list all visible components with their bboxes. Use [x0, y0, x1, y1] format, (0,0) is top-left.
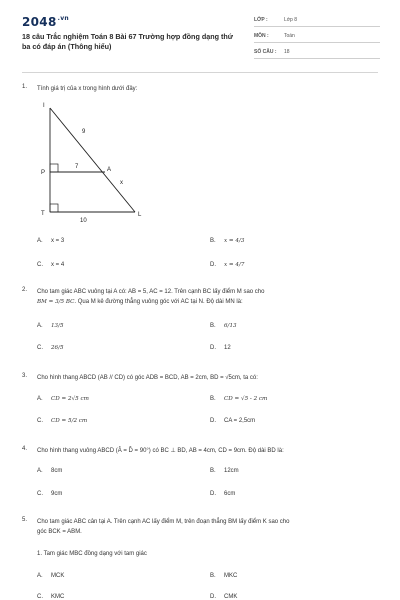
- option-1c[interactable]: C. x = 4: [37, 262, 65, 268]
- option-4a[interactable]: A. 8cm: [37, 468, 63, 474]
- option-2d[interactable]: D. 12: [210, 345, 231, 351]
- point-i-label: I: [43, 103, 45, 109]
- question-number: 3.: [22, 373, 28, 379]
- option-1d[interactable]: D. x = 4/7: [210, 262, 245, 268]
- option-4c[interactable]: C. 9cm: [37, 491, 63, 497]
- question-4: [22, 446, 382, 456]
- site-logo[interactable]: [22, 15, 69, 29]
- option-3d[interactable]: D. CA = 2,5cm: [210, 418, 256, 424]
- meta-subject-label: MÔN :: [254, 33, 269, 39]
- x-label: x: [120, 180, 123, 186]
- question-text: Cho hình thang ABCD (AB // CD) có góc ADB = BCD, AB = 2cm, BD = √5cm, ta có:: [37, 375, 258, 381]
- question-5: [22, 517, 382, 539]
- length-pa-label: 7: [75, 164, 79, 170]
- length-ia-label: 9: [82, 129, 86, 135]
- option-4b[interactable]: B. 12cm: [210, 468, 239, 474]
- option-5c[interactable]: C. KMC: [37, 594, 65, 600]
- document-title: 18 câu Trắc nghiệm Toán 8 Bài 67 Trường hợp đồng dạng thứ ba có đáp án (Thông hiểu): [22, 32, 233, 51]
- header-divider: [22, 72, 378, 73]
- option-1a[interactable]: A. x = 3: [37, 238, 65, 244]
- option-2a[interactable]: A. 13/5: [37, 323, 64, 329]
- meta-count-label: SỐ CÂU :: [254, 49, 277, 55]
- logo-text: 2048: [22, 15, 57, 29]
- point-a-label: A: [107, 167, 112, 173]
- logo-suffix: .vn: [57, 15, 69, 22]
- option-3c[interactable]: C. CD = 5/2 cm: [37, 418, 88, 424]
- option-5b[interactable]: B. MKC: [210, 573, 238, 579]
- question-text: Tính giá trị của x trong hình dưới đây:: [37, 86, 138, 92]
- point-t-label: T: [41, 211, 45, 217]
- meta-count: [254, 46, 380, 59]
- option-4d[interactable]: D. 6cm: [210, 491, 236, 497]
- triangle-diagram: [30, 100, 150, 225]
- question-1: [22, 84, 382, 94]
- question-3: [22, 373, 382, 383]
- option-5a[interactable]: A. MCK: [37, 573, 65, 579]
- option-2b[interactable]: B. 6/13: [210, 323, 237, 329]
- question-text: Cho tam giác ABC vuông tại A có: AB = 5, AC = 12. Trên cạnh BC lấy điểm M sao cho BM = 3/5 BC. Qua M kẻ đường thẳng vuông góc với AC tại N. Độ dài MN là:: [37, 289, 265, 305]
- option-3a[interactable]: A. CD = 2√5 cm: [37, 396, 89, 402]
- option-5d[interactable]: D. CMK: [210, 594, 238, 600]
- option-3b[interactable]: B. CD = √5 - 2 cm: [210, 396, 268, 402]
- point-p-label: P: [41, 170, 46, 176]
- meta-subject: [254, 30, 380, 43]
- geometry-figure: [30, 100, 150, 225]
- question-number: 1.: [22, 84, 28, 90]
- meta-class-value: Lớp 8: [284, 17, 298, 23]
- question-text: Cho hình thang vuông ABCD (Â = D̂ = 90°) có BC ⊥ BD, AB = 4cm, CD = 9cm. Độ dài BD là:: [37, 448, 284, 454]
- meta-subject-value: Toán: [284, 33, 295, 39]
- question-number: 5.: [22, 517, 28, 523]
- question-number: 4.: [22, 446, 28, 452]
- question-number: 2.: [22, 287, 28, 293]
- option-2c[interactable]: C. 26/5: [37, 345, 64, 351]
- question-text: Cho tam giác ABC cân tại A. Trên cạnh AC lấy điểm M, trên đoạn thẳng BM lấy điểm K sao cho góc BCK = ABM.: [37, 519, 290, 535]
- length-tl-label: 10: [80, 218, 87, 224]
- meta-class-label: LỚP :: [254, 17, 268, 23]
- question-2: [22, 287, 382, 309]
- question-5-subpart: 1. Tam giác MBC đồng dạng với tam giác: [37, 551, 147, 557]
- meta-class: [254, 14, 380, 27]
- meta-count-value: 18: [284, 49, 290, 55]
- point-l-label: L: [138, 212, 142, 218]
- document-header: [0, 0, 400, 72]
- option-1b[interactable]: B. x = 4/3: [210, 238, 245, 244]
